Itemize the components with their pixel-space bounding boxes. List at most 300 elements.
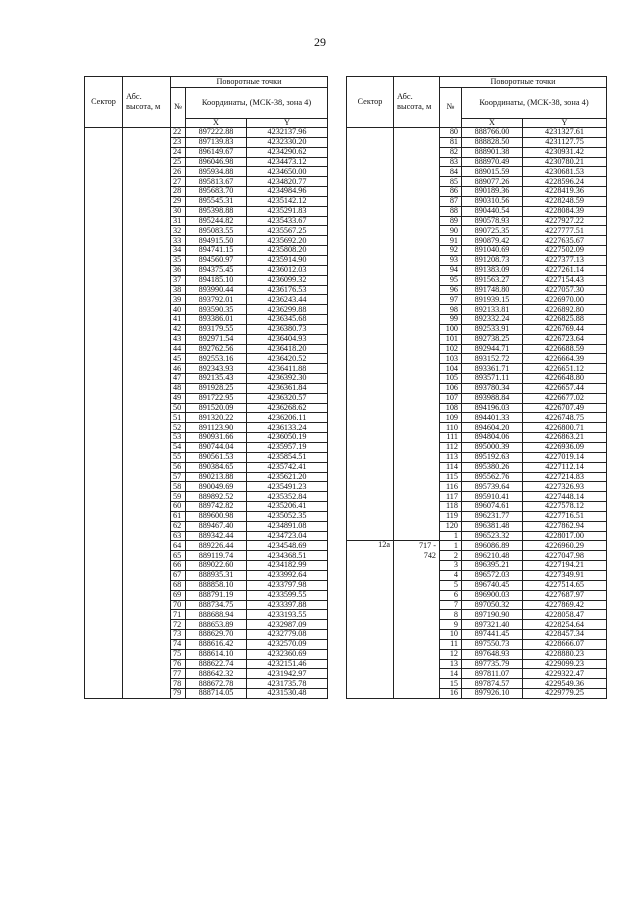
x-coordinate: 890049.69 bbox=[186, 482, 247, 492]
x-coordinate: 892738.25 bbox=[462, 334, 523, 344]
y-coordinate: 4230931.42 bbox=[523, 147, 607, 157]
y-coordinate: 4229549.36 bbox=[523, 679, 607, 689]
point-number: 15 bbox=[440, 679, 462, 689]
y-coordinate: 4235142.12 bbox=[247, 196, 328, 206]
point-number: 57 bbox=[171, 472, 186, 482]
x-coordinate: 897874.57 bbox=[462, 679, 523, 689]
point-number: 44 bbox=[171, 344, 186, 354]
y-coordinate: 4227047.98 bbox=[523, 551, 607, 561]
point-number: 114 bbox=[440, 462, 462, 472]
x-coordinate: 891320.22 bbox=[186, 413, 247, 423]
y-coordinate: 4231327.61 bbox=[523, 128, 607, 138]
y-coordinate: 4227261.14 bbox=[523, 265, 607, 275]
y-coordinate: 4226936.09 bbox=[523, 443, 607, 453]
x-coordinate: 888629.70 bbox=[186, 630, 247, 640]
y-coordinate: 4231735.78 bbox=[247, 679, 328, 689]
x-coordinate: 892332.24 bbox=[462, 315, 523, 325]
x-coordinate: 897441.45 bbox=[462, 630, 523, 640]
y-coordinate: 4226688.59 bbox=[523, 344, 607, 354]
point-number: 79 bbox=[171, 689, 186, 699]
point-number: 90 bbox=[440, 226, 462, 236]
x-coordinate: 888653.89 bbox=[186, 620, 247, 630]
point-number: 58 bbox=[171, 482, 186, 492]
x-coordinate: 889600.98 bbox=[186, 511, 247, 521]
point-number: 46 bbox=[171, 364, 186, 374]
y-coordinate: 4235291.83 bbox=[247, 206, 328, 216]
y-coordinate: 4235742.41 bbox=[247, 462, 328, 472]
y-coordinate: 4235052.35 bbox=[247, 511, 328, 521]
x-coordinate: 894560.97 bbox=[186, 255, 247, 265]
point-number: 32 bbox=[171, 226, 186, 236]
x-coordinate: 892553.16 bbox=[186, 354, 247, 364]
x-coordinate: 888901.38 bbox=[462, 147, 523, 157]
point-number: 28 bbox=[171, 187, 186, 197]
y-coordinate: 4234368.51 bbox=[247, 551, 328, 561]
point-number: 9 bbox=[440, 620, 462, 630]
y-coordinate: 4226960.29 bbox=[523, 541, 607, 551]
x-coordinate: 896381.48 bbox=[462, 521, 523, 531]
y-coordinate: 4226677.02 bbox=[523, 393, 607, 403]
x-coordinate: 890578.93 bbox=[462, 216, 523, 226]
point-number: 84 bbox=[440, 167, 462, 177]
point-number: 105 bbox=[440, 374, 462, 384]
x-coordinate: 888766.00 bbox=[462, 128, 523, 138]
x-coordinate: 896210.48 bbox=[462, 551, 523, 561]
y-coordinate: 4236268.62 bbox=[247, 403, 328, 413]
point-number: 40 bbox=[171, 305, 186, 315]
point-number: 59 bbox=[171, 492, 186, 502]
point-number: 67 bbox=[171, 570, 186, 580]
y-coordinate: 4229322.47 bbox=[523, 669, 607, 679]
y-coordinate: 4227777.51 bbox=[523, 226, 607, 236]
y-header: Y bbox=[523, 118, 607, 127]
x-coordinate: 888714.05 bbox=[186, 689, 247, 699]
y-coordinate: 4226707.49 bbox=[523, 403, 607, 413]
sector-cell bbox=[347, 128, 394, 541]
point-number: 78 bbox=[171, 679, 186, 689]
point-number: 55 bbox=[171, 452, 186, 462]
point-number: 101 bbox=[440, 334, 462, 344]
point-number: 47 bbox=[171, 374, 186, 384]
y-coordinate: 4235957.19 bbox=[247, 443, 328, 453]
y-coordinate: 4233599.55 bbox=[247, 590, 328, 600]
point-number: 48 bbox=[171, 383, 186, 393]
y-coordinate: 4232151.46 bbox=[247, 659, 328, 669]
x-coordinate: 895545.31 bbox=[186, 196, 247, 206]
x-coordinate: 892971.54 bbox=[186, 334, 247, 344]
point-number: 73 bbox=[171, 630, 186, 640]
point-number: 87 bbox=[440, 196, 462, 206]
point-number: 11 bbox=[440, 639, 462, 649]
point-number: 51 bbox=[171, 413, 186, 423]
point-number: 119 bbox=[440, 511, 462, 521]
abs-height-header: Абс. высота, м bbox=[394, 77, 440, 128]
point-number: 103 bbox=[440, 354, 462, 364]
x-coordinate: 897050.32 bbox=[462, 600, 523, 610]
point-number: 68 bbox=[171, 580, 186, 590]
point-number: 54 bbox=[171, 443, 186, 453]
point-number: 52 bbox=[171, 423, 186, 433]
x-coordinate: 890744.04 bbox=[186, 443, 247, 453]
y-coordinate: 4235433.67 bbox=[247, 216, 328, 226]
y-coordinate: 4231530.48 bbox=[247, 689, 328, 699]
y-coordinate: 4227194.21 bbox=[523, 561, 607, 571]
x-coordinate: 889742.82 bbox=[186, 502, 247, 512]
x-coordinate: 891748.80 bbox=[462, 285, 523, 295]
abs-height-line: 717 - bbox=[418, 541, 436, 551]
y-coordinate: 4228666.07 bbox=[523, 639, 607, 649]
x-coordinate: 888858.10 bbox=[186, 580, 247, 590]
x-coordinate: 892944.71 bbox=[462, 344, 523, 354]
x-coordinate: 889467.40 bbox=[186, 521, 247, 531]
point-number: 49 bbox=[171, 393, 186, 403]
x-coordinate: 890561.53 bbox=[186, 452, 247, 462]
x-coordinate: 891520.09 bbox=[186, 403, 247, 413]
x-coordinate: 896900.03 bbox=[462, 590, 523, 600]
point-number: 66 bbox=[171, 561, 186, 571]
y-coordinate: 4236361.84 bbox=[247, 383, 328, 393]
y-coordinate: 4226970.00 bbox=[523, 295, 607, 305]
y-coordinate: 4226748.75 bbox=[523, 413, 607, 423]
sector-cell bbox=[85, 128, 123, 699]
x-coordinate: 891040.69 bbox=[462, 246, 523, 256]
x-coordinate: 896149.67 bbox=[186, 147, 247, 157]
point-number: 56 bbox=[171, 462, 186, 472]
y-coordinate: 4228457.34 bbox=[523, 630, 607, 640]
y-coordinate: 4235692.20 bbox=[247, 236, 328, 246]
x-header: X bbox=[186, 118, 247, 127]
x-coordinate: 897321.40 bbox=[462, 620, 523, 630]
y-coordinate: 4236420.52 bbox=[247, 354, 328, 364]
x-coordinate: 894915.50 bbox=[186, 236, 247, 246]
x-coordinate: 895562.76 bbox=[462, 472, 523, 482]
x-coordinate: 890725.35 bbox=[462, 226, 523, 236]
y-coordinate: 4231942.97 bbox=[247, 669, 328, 679]
x-coordinate: 891563.27 bbox=[462, 275, 523, 285]
left-table-body bbox=[85, 128, 328, 699]
point-number: 69 bbox=[171, 590, 186, 600]
y-coordinate: 4227578.12 bbox=[523, 502, 607, 512]
point-number: 42 bbox=[171, 324, 186, 334]
point-number: 41 bbox=[171, 315, 186, 325]
table-row bbox=[347, 128, 607, 138]
point-number: 60 bbox=[171, 502, 186, 512]
y-coordinate: 4228419.36 bbox=[523, 187, 607, 197]
y-coordinate: 4234650.00 bbox=[247, 167, 328, 177]
sector-header: Сектор bbox=[85, 77, 123, 128]
table-row bbox=[347, 541, 607, 551]
y-header: Y bbox=[247, 118, 328, 127]
point-number: 89 bbox=[440, 216, 462, 226]
y-coordinate: 4236176.53 bbox=[247, 285, 328, 295]
y-coordinate: 4228248.59 bbox=[523, 196, 607, 206]
y-coordinate: 4236345.68 bbox=[247, 315, 328, 325]
y-coordinate: 4236418.20 bbox=[247, 344, 328, 354]
x-coordinate: 890440.54 bbox=[462, 206, 523, 216]
y-coordinate: 4227377.13 bbox=[523, 255, 607, 265]
right-table-body bbox=[347, 128, 607, 699]
point-number: 53 bbox=[171, 433, 186, 443]
x-coordinate: 889022.60 bbox=[186, 561, 247, 571]
y-coordinate: 4235854.51 bbox=[247, 452, 328, 462]
y-coordinate: 4227716.51 bbox=[523, 511, 607, 521]
x-coordinate: 893792.01 bbox=[186, 295, 247, 305]
x-coordinate: 895910.41 bbox=[462, 492, 523, 502]
abs-height-line: 742 bbox=[423, 551, 436, 561]
x-coordinate: 888791.19 bbox=[186, 590, 247, 600]
point-number: 45 bbox=[171, 354, 186, 364]
abs-height-cell bbox=[394, 541, 440, 699]
y-coordinate: 4236099.32 bbox=[247, 275, 328, 285]
y-coordinate: 4232137.96 bbox=[247, 128, 328, 138]
x-coordinate: 892135.43 bbox=[186, 374, 247, 384]
y-coordinate: 4235491.23 bbox=[247, 482, 328, 492]
y-coordinate: 4233992.64 bbox=[247, 570, 328, 580]
point-number: 24 bbox=[171, 147, 186, 157]
page-number: 29 bbox=[314, 35, 326, 49]
x-coordinate: 897811.07 bbox=[462, 669, 523, 679]
x-coordinate: 888970.49 bbox=[462, 157, 523, 167]
x-coordinate: 895813.67 bbox=[186, 177, 247, 187]
y-coordinate: 4235914.90 bbox=[247, 255, 328, 265]
x-coordinate: 893386.01 bbox=[186, 315, 247, 325]
x-coordinate: 895739.64 bbox=[462, 482, 523, 492]
y-coordinate: 4233193.55 bbox=[247, 610, 328, 620]
abs-height-header: Абс. высота, м bbox=[123, 77, 171, 128]
point-number: 29 bbox=[171, 196, 186, 206]
y-coordinate: 4231127.75 bbox=[523, 137, 607, 147]
y-coordinate: 4226657.44 bbox=[523, 383, 607, 393]
x-coordinate: 889892.52 bbox=[186, 492, 247, 502]
point-number: 13 bbox=[440, 659, 462, 669]
y-coordinate: 4232360.69 bbox=[247, 649, 328, 659]
point-number: 77 bbox=[171, 669, 186, 679]
point-number: 1 bbox=[440, 531, 462, 541]
point-number: 62 bbox=[171, 521, 186, 531]
point-number: 64 bbox=[171, 541, 186, 551]
x-coordinate: 894196.03 bbox=[462, 403, 523, 413]
number-header: № bbox=[440, 88, 462, 128]
point-number: 102 bbox=[440, 344, 462, 354]
sector-cell: 12а bbox=[347, 541, 394, 699]
point-number: 2 bbox=[440, 551, 462, 561]
y-coordinate: 4226648.80 bbox=[523, 374, 607, 384]
x-coordinate: 889119.74 bbox=[186, 551, 247, 561]
y-coordinate: 4228017.00 bbox=[523, 531, 607, 541]
y-coordinate: 4233797.98 bbox=[247, 580, 328, 590]
point-number: 23 bbox=[171, 137, 186, 147]
point-number: 96 bbox=[440, 285, 462, 295]
x-coordinate: 891722.95 bbox=[186, 393, 247, 403]
x-coordinate: 897222.88 bbox=[186, 128, 247, 138]
point-number: 110 bbox=[440, 423, 462, 433]
point-number: 116 bbox=[440, 482, 462, 492]
x-coordinate: 890384.65 bbox=[186, 462, 247, 472]
x-coordinate: 895398.88 bbox=[186, 206, 247, 216]
table-row bbox=[85, 128, 328, 138]
x-coordinate: 894804.06 bbox=[462, 433, 523, 443]
y-coordinate: 4236133.24 bbox=[247, 423, 328, 433]
y-coordinate: 4227635.67 bbox=[523, 236, 607, 246]
y-coordinate: 4229779.25 bbox=[523, 689, 607, 699]
x-coordinate: 891123.90 bbox=[186, 423, 247, 433]
x-coordinate: 890189.36 bbox=[462, 187, 523, 197]
x-coordinate: 895000.39 bbox=[462, 443, 523, 453]
point-number: 14 bbox=[440, 669, 462, 679]
point-number: 81 bbox=[440, 137, 462, 147]
y-coordinate: 4232570.09 bbox=[247, 639, 328, 649]
point-number: 35 bbox=[171, 255, 186, 265]
y-coordinate: 4234182.99 bbox=[247, 561, 328, 571]
point-number: 33 bbox=[171, 236, 186, 246]
x-coordinate: 896086.89 bbox=[462, 541, 523, 551]
x-coordinate: 896572.03 bbox=[462, 570, 523, 580]
x-coordinate: 888734.75 bbox=[186, 600, 247, 610]
x-coordinate: 888622.74 bbox=[186, 659, 247, 669]
y-coordinate: 4232330.20 bbox=[247, 137, 328, 147]
y-coordinate: 4230681.53 bbox=[523, 167, 607, 177]
y-coordinate: 4235206.41 bbox=[247, 502, 328, 512]
x-coordinate: 893590.35 bbox=[186, 305, 247, 315]
point-number: 30 bbox=[171, 206, 186, 216]
y-coordinate: 4236404.93 bbox=[247, 334, 328, 344]
point-number: 80 bbox=[440, 128, 462, 138]
y-coordinate: 4234290.62 bbox=[247, 147, 328, 157]
y-coordinate: 4232779.08 bbox=[247, 630, 328, 640]
x-coordinate: 897139.83 bbox=[186, 137, 247, 147]
point-number: 100 bbox=[440, 324, 462, 334]
point-number: 111 bbox=[440, 433, 462, 443]
number-header: № bbox=[171, 88, 186, 128]
y-coordinate: 4227869.42 bbox=[523, 600, 607, 610]
x-coordinate: 888672.78 bbox=[186, 679, 247, 689]
x-coordinate: 893152.72 bbox=[462, 354, 523, 364]
x-coordinate: 895934.88 bbox=[186, 167, 247, 177]
y-coordinate: 4226800.71 bbox=[523, 423, 607, 433]
y-coordinate: 4226769.44 bbox=[523, 324, 607, 334]
x-coordinate: 892533.91 bbox=[462, 324, 523, 334]
x-header: X bbox=[462, 118, 523, 127]
x-coordinate: 895244.82 bbox=[186, 216, 247, 226]
y-coordinate: 4236411.88 bbox=[247, 364, 328, 374]
left-coordinates-table bbox=[84, 76, 328, 699]
x-coordinate: 893571.11 bbox=[462, 374, 523, 384]
x-coordinate: 896046.98 bbox=[186, 157, 247, 167]
y-coordinate: 4235352.84 bbox=[247, 492, 328, 502]
x-coordinate: 897190.90 bbox=[462, 610, 523, 620]
point-number: 5 bbox=[440, 580, 462, 590]
x-coordinate: 893990.44 bbox=[186, 285, 247, 295]
y-coordinate: 4227214.83 bbox=[523, 472, 607, 482]
point-number: 31 bbox=[171, 216, 186, 226]
y-coordinate: 4234548.69 bbox=[247, 541, 328, 551]
point-number: 118 bbox=[440, 502, 462, 512]
point-number: 22 bbox=[171, 128, 186, 138]
y-coordinate: 4228254.64 bbox=[523, 620, 607, 630]
x-coordinate: 889342.44 bbox=[186, 531, 247, 541]
x-coordinate: 894401.33 bbox=[462, 413, 523, 423]
point-number: 92 bbox=[440, 246, 462, 256]
point-number: 37 bbox=[171, 275, 186, 285]
y-coordinate: 4234723.04 bbox=[247, 531, 328, 541]
point-number: 115 bbox=[440, 472, 462, 482]
x-coordinate: 891939.15 bbox=[462, 295, 523, 305]
right-coordinates-table bbox=[346, 76, 607, 699]
point-number: 26 bbox=[171, 167, 186, 177]
point-number: 39 bbox=[171, 295, 186, 305]
y-coordinate: 4227349.91 bbox=[523, 570, 607, 580]
point-number: 98 bbox=[440, 305, 462, 315]
point-number: 104 bbox=[440, 364, 462, 374]
point-number: 1 bbox=[440, 541, 462, 551]
y-coordinate: 4236206.11 bbox=[247, 413, 328, 423]
turning-points-header: Поворотные точки bbox=[171, 77, 328, 88]
x-coordinate: 895380.26 bbox=[462, 462, 523, 472]
y-coordinate: 4226664.39 bbox=[523, 354, 607, 364]
y-coordinate: 4236012.03 bbox=[247, 265, 328, 275]
point-number: 83 bbox=[440, 157, 462, 167]
point-number: 120 bbox=[440, 521, 462, 531]
point-number: 99 bbox=[440, 315, 462, 325]
point-number: 82 bbox=[440, 147, 462, 157]
y-coordinate: 4232987.09 bbox=[247, 620, 328, 630]
point-number: 43 bbox=[171, 334, 186, 344]
point-number: 88 bbox=[440, 206, 462, 216]
x-coordinate: 888935.31 bbox=[186, 570, 247, 580]
y-coordinate: 4227927.22 bbox=[523, 216, 607, 226]
y-coordinate: 4227862.94 bbox=[523, 521, 607, 531]
y-coordinate: 4227019.14 bbox=[523, 452, 607, 462]
y-coordinate: 4236050.19 bbox=[247, 433, 328, 443]
x-coordinate: 893988.84 bbox=[462, 393, 523, 403]
x-coordinate: 896395.21 bbox=[462, 561, 523, 571]
y-coordinate: 4230780.21 bbox=[523, 157, 607, 167]
x-coordinate: 888616.42 bbox=[186, 639, 247, 649]
point-number: 72 bbox=[171, 620, 186, 630]
y-coordinate: 4235621.20 bbox=[247, 472, 328, 482]
y-coordinate: 4226825.88 bbox=[523, 315, 607, 325]
y-coordinate: 4229099.23 bbox=[523, 659, 607, 669]
point-number: 50 bbox=[171, 403, 186, 413]
coordinates-header: Координаты, (МСК-38, зона 4) bbox=[186, 88, 328, 119]
y-coordinate: 4228058.47 bbox=[523, 610, 607, 620]
point-number: 112 bbox=[440, 443, 462, 453]
y-coordinate: 4227057.30 bbox=[523, 285, 607, 295]
coordinates-header: Координаты, (МСК-38, зона 4) bbox=[462, 88, 607, 119]
point-number: 108 bbox=[440, 403, 462, 413]
y-coordinate: 4227502.09 bbox=[523, 246, 607, 256]
x-coordinate: 897550.73 bbox=[462, 639, 523, 649]
x-coordinate: 888642.32 bbox=[186, 669, 247, 679]
x-coordinate: 896523.32 bbox=[462, 531, 523, 541]
point-number: 97 bbox=[440, 295, 462, 305]
point-number: 94 bbox=[440, 265, 462, 275]
y-coordinate: 4234820.77 bbox=[247, 177, 328, 187]
y-coordinate: 4228084.39 bbox=[523, 206, 607, 216]
x-coordinate: 896231.77 bbox=[462, 511, 523, 521]
y-coordinate: 4235567.25 bbox=[247, 226, 328, 236]
x-coordinate: 893361.71 bbox=[462, 364, 523, 374]
point-number: 65 bbox=[171, 551, 186, 561]
y-coordinate: 4227112.14 bbox=[523, 462, 607, 472]
y-coordinate: 4227326.93 bbox=[523, 482, 607, 492]
y-coordinate: 4227154.43 bbox=[523, 275, 607, 285]
point-number: 63 bbox=[171, 531, 186, 541]
y-coordinate: 4226723.64 bbox=[523, 334, 607, 344]
x-coordinate: 890879.42 bbox=[462, 236, 523, 246]
y-coordinate: 4228880.23 bbox=[523, 649, 607, 659]
x-coordinate: 897648.93 bbox=[462, 649, 523, 659]
